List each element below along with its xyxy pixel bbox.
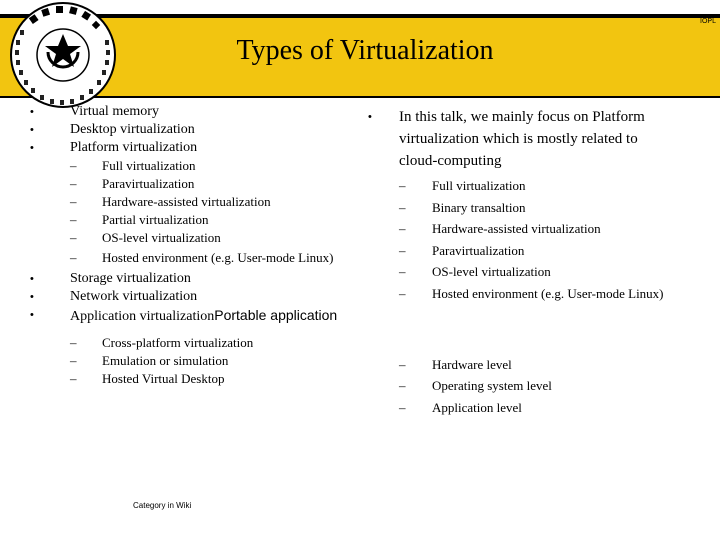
- bullet-item: [30, 306, 340, 326]
- sub-item-text: Hosted environment (e.g. User-mode Linux): [432, 285, 664, 301]
- sub-item-text: Full virtualization: [102, 158, 196, 173]
- dash-icon: –: [70, 194, 77, 209]
- sub-item: [70, 249, 340, 267]
- dash-icon: –: [70, 230, 77, 245]
- dash-icon: –: [70, 176, 77, 191]
- sub-item-text: Emulation or simulation: [102, 353, 229, 368]
- sub-item-text: Cross-platform virtualization: [102, 335, 254, 350]
- sub-item: [70, 193, 340, 211]
- dash-icon: –: [70, 353, 77, 368]
- bullet-item: [30, 121, 340, 139]
- sub-item-text: Operating system level: [432, 378, 552, 394]
- bullet-text-alt: Portable application: [214, 307, 338, 323]
- sub-item: [70, 334, 340, 352]
- left-column: [30, 103, 340, 388]
- slide-title: Types of Virtualization: [236, 35, 494, 66]
- sub-item: [399, 375, 668, 397]
- platform-subitems: [70, 157, 340, 267]
- bullet-item: [30, 288, 340, 306]
- sub-item: [70, 229, 340, 247]
- dash-icon: –: [399, 399, 406, 415]
- sub-item: [70, 175, 340, 193]
- sub-item: [399, 354, 668, 376]
- dash-icon: –: [70, 371, 77, 386]
- right-column: [368, 106, 668, 418]
- sub-item-text: OS-level virtualization: [432, 264, 551, 280]
- bullet-text: Platform virtualization: [70, 140, 198, 155]
- sub-item-text: Hardware-assisted virtualization: [102, 194, 271, 209]
- bullet-item: [30, 103, 340, 121]
- dash-icon: –: [399, 285, 406, 301]
- sub-item-text: Hardware-assisted virtualization: [432, 221, 601, 237]
- dash-icon: –: [399, 178, 406, 193]
- bullet-text: Storage virtualization: [70, 271, 191, 286]
- sub-item: [399, 283, 668, 305]
- sub-item-text: Partial virtualization: [102, 212, 209, 227]
- dash-icon: –: [70, 335, 77, 350]
- sub-item-text: Paravirtualization: [432, 242, 525, 258]
- dash-icon: –: [399, 242, 406, 258]
- footer-note: Category in Wiki: [133, 501, 192, 510]
- dash-icon: –: [399, 199, 406, 215]
- application-subitems: [70, 334, 340, 388]
- sub-item: [70, 370, 340, 388]
- dash-icon: –: [70, 212, 77, 227]
- bullet-text: Network virtualization: [70, 289, 198, 304]
- bullet-text: Application virtualization: [70, 309, 215, 324]
- sub-item-text: Application level: [432, 399, 522, 415]
- sub-item-text: Full virtualization: [432, 178, 526, 193]
- sub-item-text: Binary transaltion: [432, 199, 526, 215]
- sub-item: [399, 397, 668, 419]
- sub-item-text: Paravirtualization: [102, 176, 195, 191]
- university-seal-logo: [8, 0, 118, 110]
- sub-item: [399, 261, 668, 283]
- dash-icon: –: [399, 221, 406, 237]
- dash-icon: –: [399, 264, 406, 280]
- bullet-icon: •: [30, 291, 34, 303]
- sub-item: [70, 157, 340, 175]
- level-subitems: [399, 354, 668, 419]
- bullet-item: [30, 139, 340, 157]
- sub-item-text: Hardware level: [432, 356, 512, 372]
- bullet-icon: •: [30, 309, 34, 321]
- bullet-icon: •: [30, 273, 34, 285]
- sub-item: [70, 352, 340, 370]
- bullet-icon: •: [30, 124, 34, 136]
- dash-icon: –: [399, 356, 406, 372]
- dash-icon: –: [70, 158, 77, 173]
- bullet-text: In this talk, we mainly focus on Platform virtualization which is mostly related to cloud-computing: [399, 109, 645, 169]
- bullet-icon: •: [30, 106, 34, 118]
- bullet-icon: •: [368, 111, 372, 123]
- bullet-text: Virtual memory: [70, 104, 159, 119]
- dash-icon: –: [399, 378, 406, 394]
- corner-label: IOPL: [700, 18, 716, 25]
- bullet-item: [368, 106, 668, 172]
- sub-item-text: OS-level virtualization: [102, 230, 221, 245]
- dash-icon: –: [70, 250, 77, 265]
- platform-subitems: [399, 175, 668, 305]
- bullet-icon: •: [30, 142, 34, 154]
- sub-item: [399, 197, 668, 219]
- bullet-text: Desktop virtualization: [70, 122, 195, 137]
- bullet-item: [30, 270, 340, 288]
- sub-item: [70, 211, 340, 229]
- sub-item: [399, 175, 668, 197]
- sub-item-text: Hosted environment (e.g. User-mode Linux): [102, 250, 334, 265]
- sub-item: [399, 218, 668, 240]
- sub-item: [399, 240, 668, 262]
- sub-item-text: Hosted Virtual Desktop: [102, 371, 225, 386]
